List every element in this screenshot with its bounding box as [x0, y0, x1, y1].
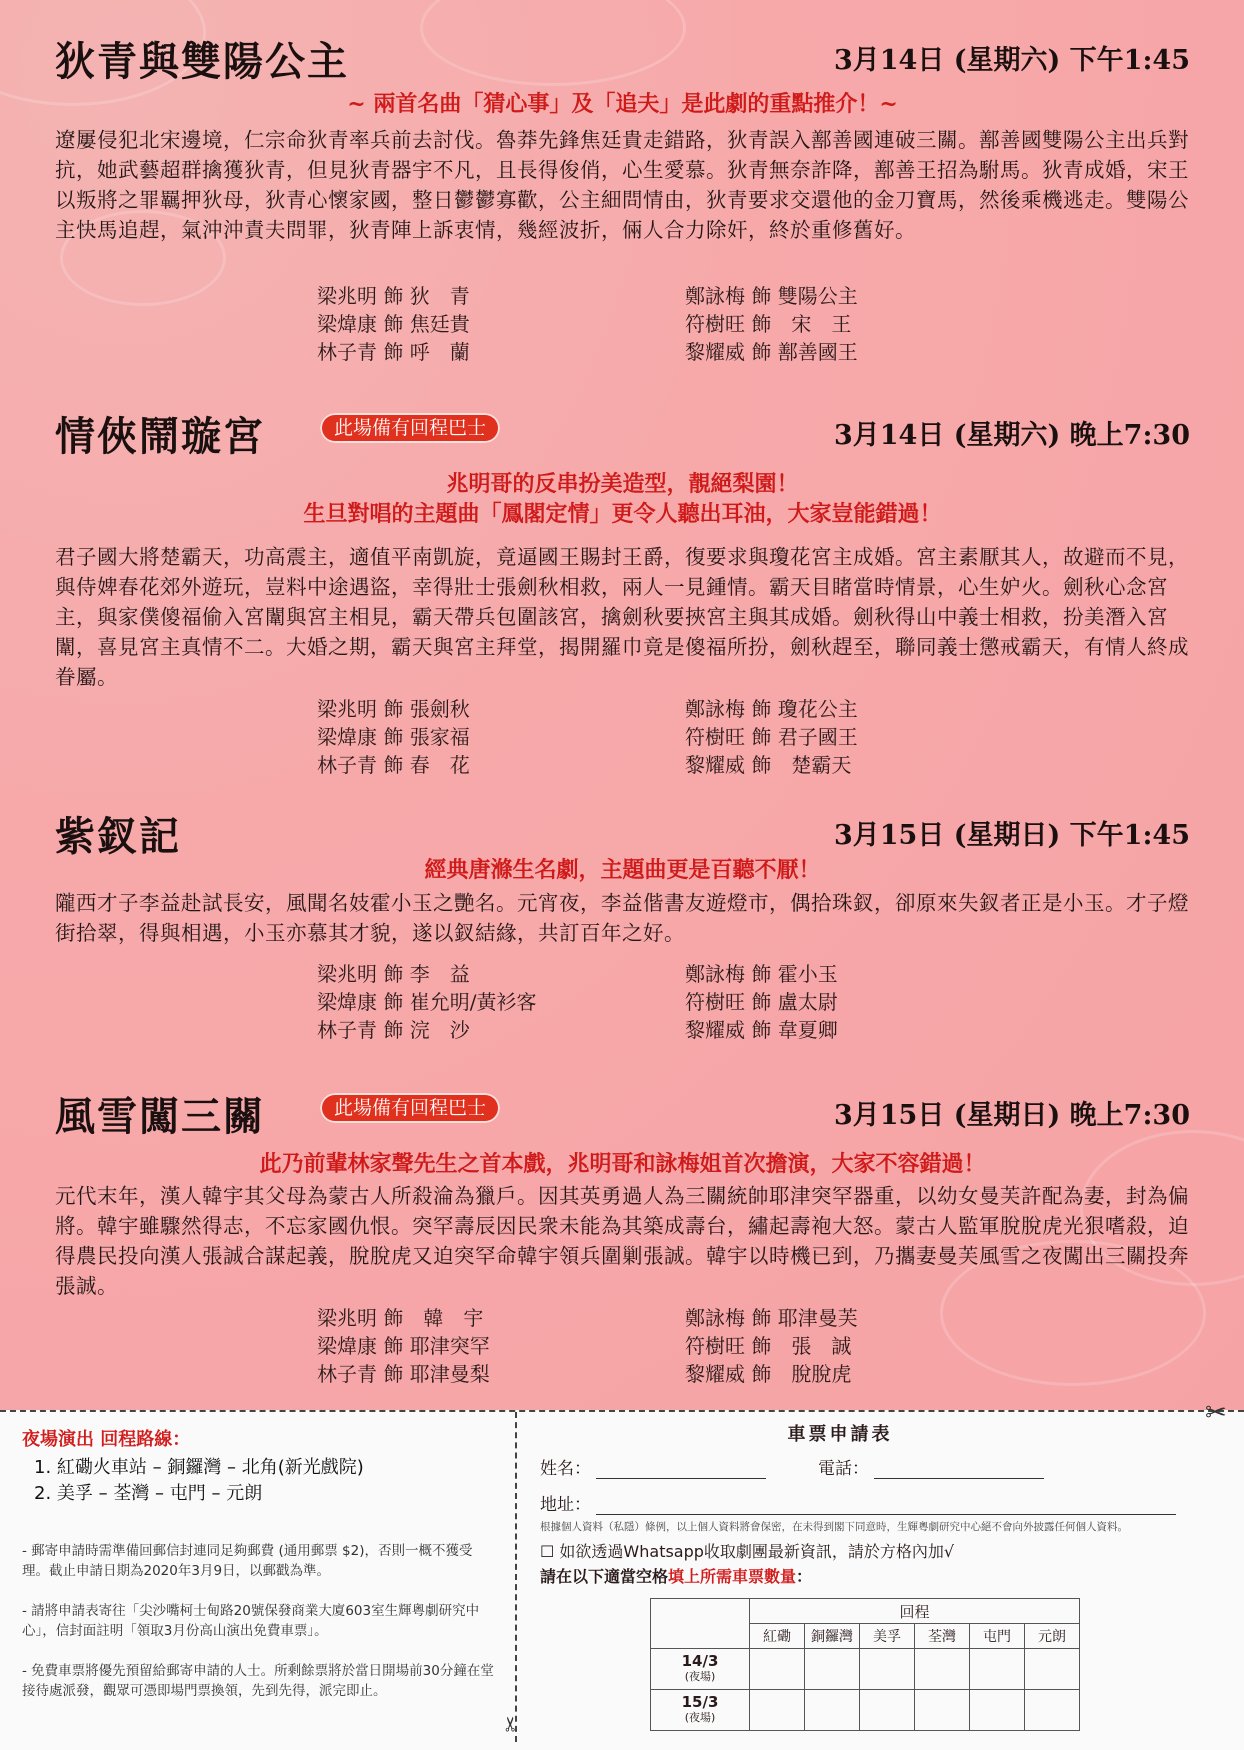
play-date: 3月14日 (星期六) 晚上7:30: [833, 420, 1190, 451]
play-highlight: 兆明哥的反串扮美造型，靚絕梨園！: [446, 471, 799, 497]
quantity-cell[interactable]: [1025, 1690, 1080, 1731]
quantity-cell[interactable]: [915, 1690, 970, 1731]
cast-entry: 鄭詠梅 飾 瓊花公主: [685, 697, 858, 721]
name-row: [540, 1454, 766, 1479]
cast-entry: 林子青 飾 春 花: [317, 753, 470, 777]
column-header: 元朗: [1025, 1624, 1080, 1649]
cut-line-vertical: [515, 1412, 517, 1742]
address-label: 地址：: [540, 1495, 591, 1515]
quantity-cell[interactable]: [860, 1649, 915, 1690]
cast-entry: 黎耀威 飾 脫脫虎: [685, 1362, 852, 1386]
quantity-cell[interactable]: [805, 1649, 860, 1690]
ticket-quantity-table: [650, 1598, 1080, 1731]
privacy-note: 根據個人資料（私隱）條例，以上個人資料將會保密，在未得到閣下同意時，生輝粵劇研究中心絕不會向外披露任何個人資料。: [540, 1521, 1128, 1533]
address-row: [540, 1490, 1176, 1515]
play-highlight: 經典唐滌生名劇，主題曲更是百聽不厭！: [424, 857, 821, 883]
scissors-icon: ✂: [498, 1715, 523, 1733]
row-label: [651, 1649, 750, 1690]
quantity-cell[interactable]: [860, 1690, 915, 1731]
cast-entry: 林子青 飾 呼 蘭: [317, 340, 470, 364]
cast-entry: 黎耀威 飾 鄯善國王: [685, 340, 858, 364]
instruction-highlight: 填上所需車票數量: [668, 1567, 797, 1586]
note-text: - 請將申請表寄往「尖沙嘴柯士甸路20號保發商業大廈603室生輝粵劇研究中心」，信封面註明「領取3月份高山演出免費車票」。: [22, 1603, 480, 1639]
cast-entry: 符樹旺 飾 盧太尉: [685, 990, 838, 1014]
instruction-text: 請在以下適當空格: [540, 1567, 669, 1586]
play-synopsis: 元代末年，漢人韓宇其父母為蒙古人所殺淪為獵戶。因其英勇過人為三關統帥耶津突罕器重，以幼女曼芙許配為妻，封為偏將。韓宇雖驟然得志，不忘家國仇恨。突罕壽辰因民衆未能為其築成壽台，繡起壽袍大怒。蒙古人監軍脫脫虎光狠嗜殺，迫得農民投向漢人張誠合謀起義，脫脫虎又迫突罕命韓宇領兵圍剿張誠。韓宇以時機已到，乃攜妻曼芙風雪之夜闖出三關投奔張誠。: [55, 1184, 1189, 1298]
cut-line-horizontal: [0, 1410, 1244, 1412]
play-synopsis: 君子國大將楚霸天，功高震主，適值平南凱旋，竟逼國王賜封王爵，復要求與瓊花宮主成婚。宮主素厭其人，故避而不見，與侍婢春花郊外遊玩，豈料中途遇盜，幸得壯士張劍秋相救，兩人一見鍾情。霸天目睹當時情景，心生妒火。劍秋心念宮主，與家僕傻福偷入宮闈與宮主相見，霸天帶兵包圍該宮，擒劍秋要挾宮主與其成婚。劍秋得山中義士相救，扮美潛入宮闈，喜見宮主真情不二。大婚之期，霸天與宮主拜堂，揭開羅巾竟是傻福所扮，劍秋趕至，聯同義士懲戒霸天，有情人終成眷屬。: [55, 545, 1189, 689]
route-info: [22, 1425, 497, 1701]
cast-entry: 梁煒康 飾 耶津突罕: [317, 1334, 490, 1358]
column-header: 銅鑼灣: [805, 1624, 860, 1649]
cast-entry: 梁煒康 飾 崔允明/黃衫客: [317, 990, 537, 1014]
column-header: 紅磡: [750, 1624, 805, 1649]
play-date: 3月14日 (星期六) 下午1:45: [833, 45, 1190, 76]
cast-entry: 黎耀威 飾 韋夏卿: [685, 1018, 838, 1042]
cast-entry: 符樹旺 飾 張 誠: [685, 1334, 852, 1358]
cast-list-left: [317, 1304, 490, 1388]
table-header: 回程: [750, 1599, 1080, 1624]
quantity-cell[interactable]: [915, 1649, 970, 1690]
cast-entry: 鄭詠梅 飾 雙陽公主: [685, 284, 858, 308]
play-synopsis: 隴西才子李益赴試長安，風聞名妓霍小玉之艷名。元宵夜，李益偕書友遊燈市，偶拾珠釵，卻原來失釵者正是小玉。才子燈街拾翠，得與相遇，小玉亦慕其才貌，遂以釵結緣，共訂百年之好。: [55, 891, 1189, 945]
cast-list-left: [317, 695, 470, 779]
address-field[interactable]: [596, 1494, 1176, 1515]
play-highlight: 此乃前輩林家聲先生之首本戲，兆明哥和詠梅姐首次擔演，大家不容錯過！: [259, 1151, 986, 1177]
row-sub: (夜場): [684, 1670, 716, 1683]
name-label: 姓名：: [540, 1459, 591, 1479]
play-highlight: ~ 兩首名曲「猜心事」及「追夫」是此劇的重點推介！~: [347, 91, 898, 117]
cast-entry: 林子青 飾 耶津曼梨: [317, 1362, 490, 1386]
play-title: 風雪闖三關: [55, 1093, 265, 1140]
form-title: 車票申請表: [787, 1424, 893, 1445]
play-title: 情俠鬧璇宮: [55, 413, 265, 460]
cast-entry: 梁兆明 飾 韓 宇: [317, 1306, 484, 1330]
quantity-cell[interactable]: [1025, 1649, 1080, 1690]
cast-entry: 梁兆明 飾 狄 青: [317, 284, 470, 308]
cast-entry: 林子青 飾 浣 沙: [317, 1018, 470, 1042]
column-header: 荃灣: [915, 1624, 970, 1649]
whatsapp-checkbox[interactable]: ☐ 如欲透過Whatsapp收取劇團最新資訊，請於方格內加√: [540, 1542, 955, 1561]
cast-list-right: [685, 1304, 858, 1388]
quantity-cell[interactable]: [805, 1690, 860, 1731]
route-title: 夜場演出 回程路線：: [22, 1429, 191, 1450]
ticket-form: [540, 1420, 1220, 1724]
quantity-cell[interactable]: [970, 1649, 1025, 1690]
cast-list-right: [685, 695, 858, 779]
cast-list-left: [317, 282, 470, 366]
phone-field[interactable]: [874, 1458, 1044, 1479]
ticket-instruction: [540, 1564, 812, 1587]
note-text: - 郵寄申請時需準備回郵信封連同足夠郵費 (通用郵票 $2)，否則一概不獲受理。截止申請日期為2020年3月9日，以郵戳為準。: [22, 1543, 473, 1579]
cast-entry: 梁煒康 飾 張家福: [317, 725, 470, 749]
table-corner: [651, 1599, 750, 1649]
row-date: 15/3: [681, 1693, 719, 1711]
instruction-text: ：: [796, 1567, 813, 1586]
play-date: 3月15日 (星期日) 下午1:45: [833, 820, 1190, 851]
play-title: 狄青與雙陽公主: [55, 38, 349, 85]
quantity-cell[interactable]: [970, 1690, 1025, 1731]
note-text: - 免費車票將優先預留給郵寄申請的人士。所剩餘票將於當日開場前30分鐘在堂接待處派發，觀眾可憑即場門票換領，先到先得，派完即止。: [22, 1663, 494, 1699]
row-sub: (夜場): [684, 1711, 716, 1724]
cast-entry: 梁兆明 飾 李 益: [317, 962, 470, 986]
cast-entry: 梁煒康 飾 焦廷貴: [317, 312, 470, 336]
phone-row: [818, 1454, 1044, 1479]
play-synopsis: 遼屢侵犯北宋邊境，仁宗命狄青率兵前去討伐。魯莽先鋒焦廷貴走錯路，狄青誤入鄯善國連破三關。鄯善國雙陽公主出兵對抗，她武藝超群擒獲狄青，但見狄青器宇不凡，且長得俊俏，心生愛慕。狄青無奈詐降，鄯善王招為駙馬。狄青成婚，宋王以叛將之罪羈押狄母，狄青心懷家國，整日鬱鬱寡歡，公主細問情由，狄青要求交還他的金刀寶馬，然後乘機逃走。雙陽公主快馬追趕，氣沖沖責夫問罪，狄青陣上訴衷情，幾經波折，倆人合力除奸，終於重修舊好。: [55, 128, 1189, 242]
cast-entry: 符樹旺 飾 君子國王: [685, 725, 858, 749]
play-highlight: 生旦對唱的主題曲「鳳閣定情」更令人聽出耳油，大家豈能錯過！: [303, 501, 942, 527]
name-field[interactable]: [596, 1458, 766, 1479]
return-bus-badge: 此場備有回程巴士: [320, 413, 500, 443]
scissors-icon: ✂: [1205, 1398, 1227, 1428]
route-item: 1. 紅磡火車站 – 銅鑼灣 – 北角(新光戲院): [34, 1457, 364, 1478]
cast-entry: 鄭詠梅 飾 耶津曼芙: [685, 1306, 858, 1330]
cast-list-right: [685, 960, 838, 1044]
return-bus-badge: 此場備有回程巴士: [320, 1093, 500, 1123]
column-header: 屯門: [970, 1624, 1025, 1649]
play-title: 紫釵記: [55, 813, 181, 860]
cast-list-right: [685, 282, 858, 366]
quantity-cell[interactable]: [750, 1649, 805, 1690]
column-header: 美孚: [860, 1624, 915, 1649]
cast-list-left: [317, 960, 536, 1044]
cast-entry: 梁兆明 飾 張劍秋: [317, 697, 470, 721]
play-date: 3月15日 (星期日) 晚上7:30: [833, 1100, 1190, 1131]
cast-entry: 黎耀威 飾 楚霸天: [685, 753, 852, 777]
cast-entry: 符樹旺 飾 宋 王: [685, 312, 852, 336]
quantity-cell[interactable]: [750, 1690, 805, 1731]
row-date: 14/3: [681, 1652, 719, 1670]
route-item: 2. 美孚 – 荃灣 – 屯門 – 元朗: [34, 1483, 263, 1504]
phone-label: 電話：: [818, 1459, 869, 1479]
row-label: [651, 1690, 750, 1731]
cast-entry: 鄭詠梅 飾 霍小玉: [685, 962, 838, 986]
